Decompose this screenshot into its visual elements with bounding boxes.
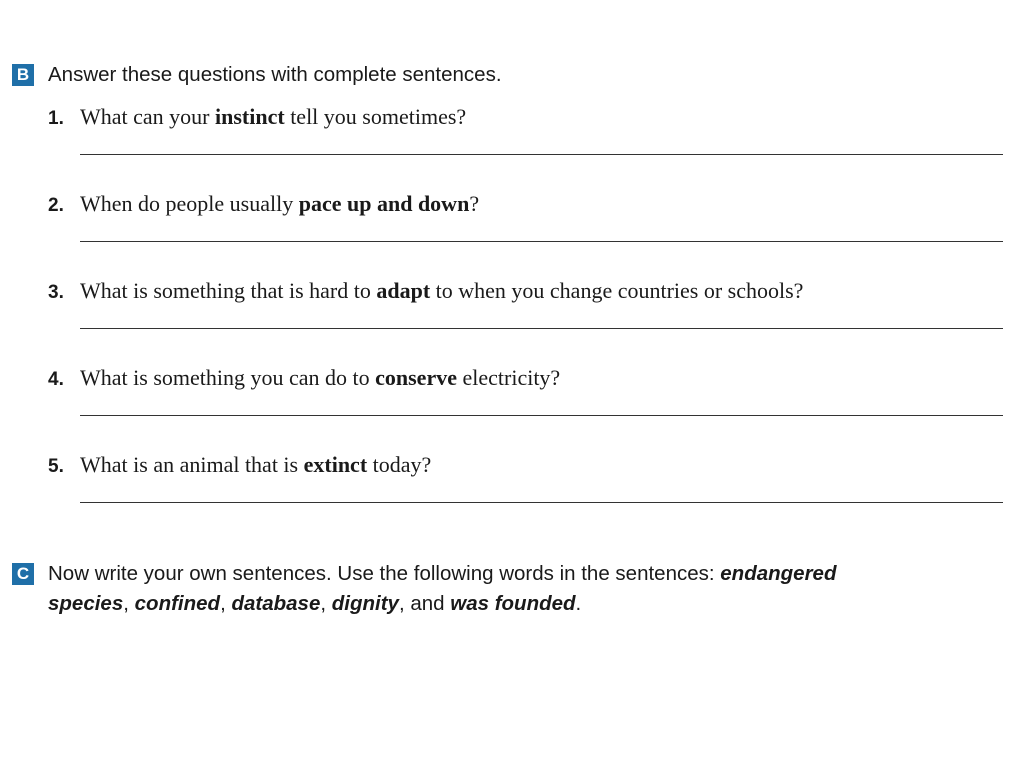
- question-2: [48, 191, 1003, 219]
- question-3-term: adapt: [376, 278, 431, 303]
- answer-line-1[interactable]: [80, 154, 1003, 155]
- term-database: database: [231, 592, 321, 615]
- question-5: [48, 452, 1003, 480]
- separator-3: ,: [320, 592, 332, 615]
- term-dignity: dignity: [331, 592, 399, 615]
- answer-line-5[interactable]: [80, 502, 1003, 503]
- question-3-suffix: to when you change countries or schools?: [430, 278, 804, 303]
- question-4-text: [48, 365, 1003, 393]
- section-c-header: [12, 559, 932, 619]
- answer-line-2[interactable]: [80, 241, 1003, 242]
- answer-line-3[interactable]: [80, 328, 1003, 329]
- question-1: [48, 104, 1003, 132]
- question-4-number: 4.: [48, 369, 64, 390]
- question-5-suffix: today?: [367, 452, 432, 477]
- question-1-prefix: What can your: [80, 104, 215, 129]
- section-b-instruction: Answer these questions with complete sentences.: [48, 63, 502, 86]
- section-c-instruction: [48, 559, 836, 619]
- question-3-prefix: What is something that is hard to: [80, 278, 377, 303]
- separator-4: , and: [398, 592, 451, 615]
- section-b-header: [12, 60, 502, 90]
- question-4-prefix: What is something you can do to: [80, 365, 376, 390]
- question-3-number: 3.: [48, 282, 64, 303]
- question-1-term: instinct: [215, 104, 285, 129]
- section-c-badge: C: [12, 563, 34, 585]
- question-1-number: 1.: [48, 108, 64, 129]
- term-confined: confined: [134, 592, 221, 615]
- term-species: species: [48, 592, 124, 615]
- term-was-founded: was founded: [450, 592, 576, 615]
- question-2-term: pace up and down: [298, 191, 470, 216]
- separator-2: ,: [220, 592, 232, 615]
- question-4: [48, 365, 1003, 393]
- separator-1: ,: [123, 592, 135, 615]
- section-c-end: .: [575, 592, 582, 615]
- question-3: [48, 278, 1003, 306]
- question-5-term: extinct: [303, 452, 368, 477]
- answer-line-4[interactable]: [80, 415, 1003, 416]
- question-2-number: 2.: [48, 195, 64, 216]
- question-4-term: conserve: [375, 365, 457, 390]
- question-1-text: [48, 104, 1003, 132]
- question-2-suffix: ?: [469, 191, 480, 216]
- question-5-number: 5.: [48, 456, 64, 477]
- section-b-badge: B: [12, 64, 34, 86]
- question-2-text: [48, 191, 1003, 219]
- question-5-text: [48, 452, 1003, 480]
- term-endangered: endangered: [720, 562, 837, 585]
- question-2-prefix: When do people usually: [80, 191, 299, 216]
- question-4-suffix: electricity?: [456, 365, 561, 390]
- section-c-lead: Now write your own sentences. Use the following words in the sentences:: [48, 562, 721, 585]
- question-1-suffix: tell you sometimes?: [284, 104, 467, 129]
- question-3-text: [48, 278, 1003, 306]
- question-5-prefix: What is an animal that is: [80, 452, 304, 477]
